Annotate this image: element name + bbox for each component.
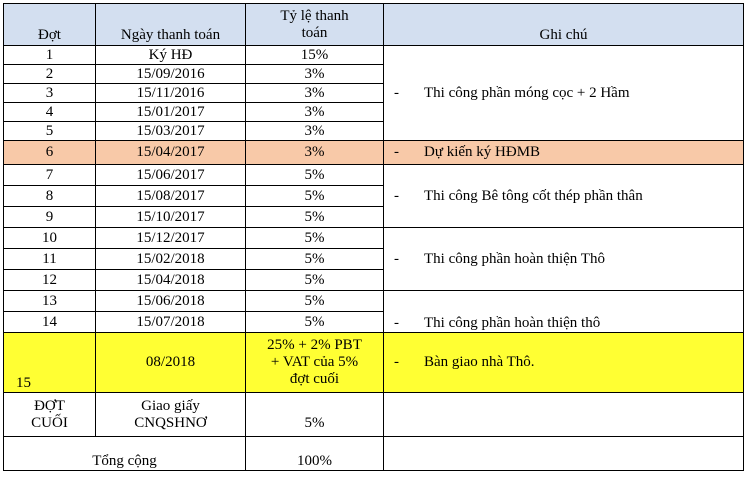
header-dot: Đợt [4,4,96,46]
final-row [4,393,744,437]
header-note: Ghi chú [384,4,744,46]
cell-date: 15/11/2016 [96,84,246,103]
date-line: CNQSHNƠ [134,414,207,431]
note-cell-ky-hdmb [384,141,744,165]
cell-date: 15/03/2017 [96,122,246,141]
cell-dot: 8 [4,186,96,207]
note-cell-hoan-thien-1 [384,228,744,291]
cell-rate: 5% [246,312,384,333]
note-cell-hoan-thien-2 [384,291,744,333]
note-dash: - [394,354,399,370]
note-text: Thi công Bê tông cốt thép phần thân [424,187,643,204]
header-rate-line1: Tỷ lệ thanh [280,7,349,24]
header-rate [246,4,384,46]
cell-dot: 3 [4,84,96,103]
cell-date: 15/02/2018 [96,249,246,270]
note-text: Thi công phần hoàn thiện Thô [424,250,605,267]
cell-date: Ký HĐ [96,46,246,65]
cell-rate: 3% [246,122,384,141]
cell-date: 08/2018 [96,333,246,393]
cell-rate [246,333,384,393]
cell-dot: 11 [4,249,96,270]
cell-rate: 3% [246,65,384,84]
note-cell-ban-giao [384,333,744,393]
rate-line: + VAT của 5% [270,354,359,370]
cell-date: 15/07/2018 [96,312,246,333]
total-label: Tổng cộng [4,437,246,471]
note-text: Bàn giao nhà Thô. [424,354,535,370]
cell-date-final [96,393,246,437]
header-rate-line2: toán [301,24,328,41]
rate-line: 25% + 2% PBT [267,337,362,353]
cell-rate: 5% [246,207,384,228]
table-row [4,228,744,249]
cell-note-total [384,437,744,471]
cell-dot: 10 [4,228,96,249]
table-row-highlighted [4,333,744,393]
cell-rate: 15% [246,46,384,65]
cell-dot: 13 [4,291,96,312]
dot-line: ĐỢT [34,397,65,414]
cell-dot: 9 [4,207,96,228]
note-dash: - [394,84,399,101]
cell-rate: 3% [246,141,384,165]
cell-rate: 5% [246,291,384,312]
table-row [4,46,744,65]
note-dash: - [394,315,399,331]
note-text: Dự kiến ký HĐMB [424,144,541,160]
cell-note-final [384,393,744,437]
cell-rate: 5% [246,228,384,249]
cell-dot-final [4,393,96,437]
cell-dot: 7 [4,165,96,186]
cell-rate: 5% [246,165,384,186]
payment-schedule-table [3,3,744,471]
table-row [4,291,744,312]
table-row-highlighted [4,141,744,165]
cell-rate: 3% [246,84,384,103]
cell-dot: 15 [4,333,96,393]
cell-rate: 5% [246,270,384,291]
cell-date: 15/06/2018 [96,291,246,312]
note-text: Thi công phần hoàn thiện thô [424,315,601,331]
cell-dot: 2 [4,65,96,84]
note-cell-be-tong [384,165,744,228]
note-dash: - [394,250,399,267]
total-row [4,437,744,471]
cell-date: 15/01/2017 [96,103,246,122]
cell-date: 15/08/2017 [96,186,246,207]
table-row [4,165,744,186]
note-cell-mong-coc [384,46,744,141]
note-text: Thi công phần móng cọc + 2 Hầm [424,84,630,101]
cell-dot: 5 [4,122,96,141]
header-date: Ngày thanh toán [96,4,246,46]
date-line: Giao giấy [141,397,200,414]
cell-rate: 5% [246,249,384,270]
cell-date: 15/06/2017 [96,165,246,186]
cell-date: 15/04/2017 [96,141,246,165]
cell-date: 15/09/2016 [96,65,246,84]
note-dash: - [394,187,399,204]
rate-line: đợt cuối [289,371,340,387]
cell-dot: 6 [4,141,96,165]
cell-rate: 3% [246,103,384,122]
cell-dot: 1 [4,46,96,65]
cell-rate: 5% [246,186,384,207]
note-dash: - [394,144,399,160]
dot-line: CUỐI [31,414,68,431]
header-row [4,4,744,46]
total-rate: 100% [246,437,384,471]
cell-dot: 14 [4,312,96,333]
cell-date: 15/04/2018 [96,270,246,291]
cell-date: 15/10/2017 [96,207,246,228]
cell-date: 15/12/2017 [96,228,246,249]
cell-dot: 4 [4,103,96,122]
cell-rate-final: 5% [246,393,384,437]
cell-dot: 12 [4,270,96,291]
